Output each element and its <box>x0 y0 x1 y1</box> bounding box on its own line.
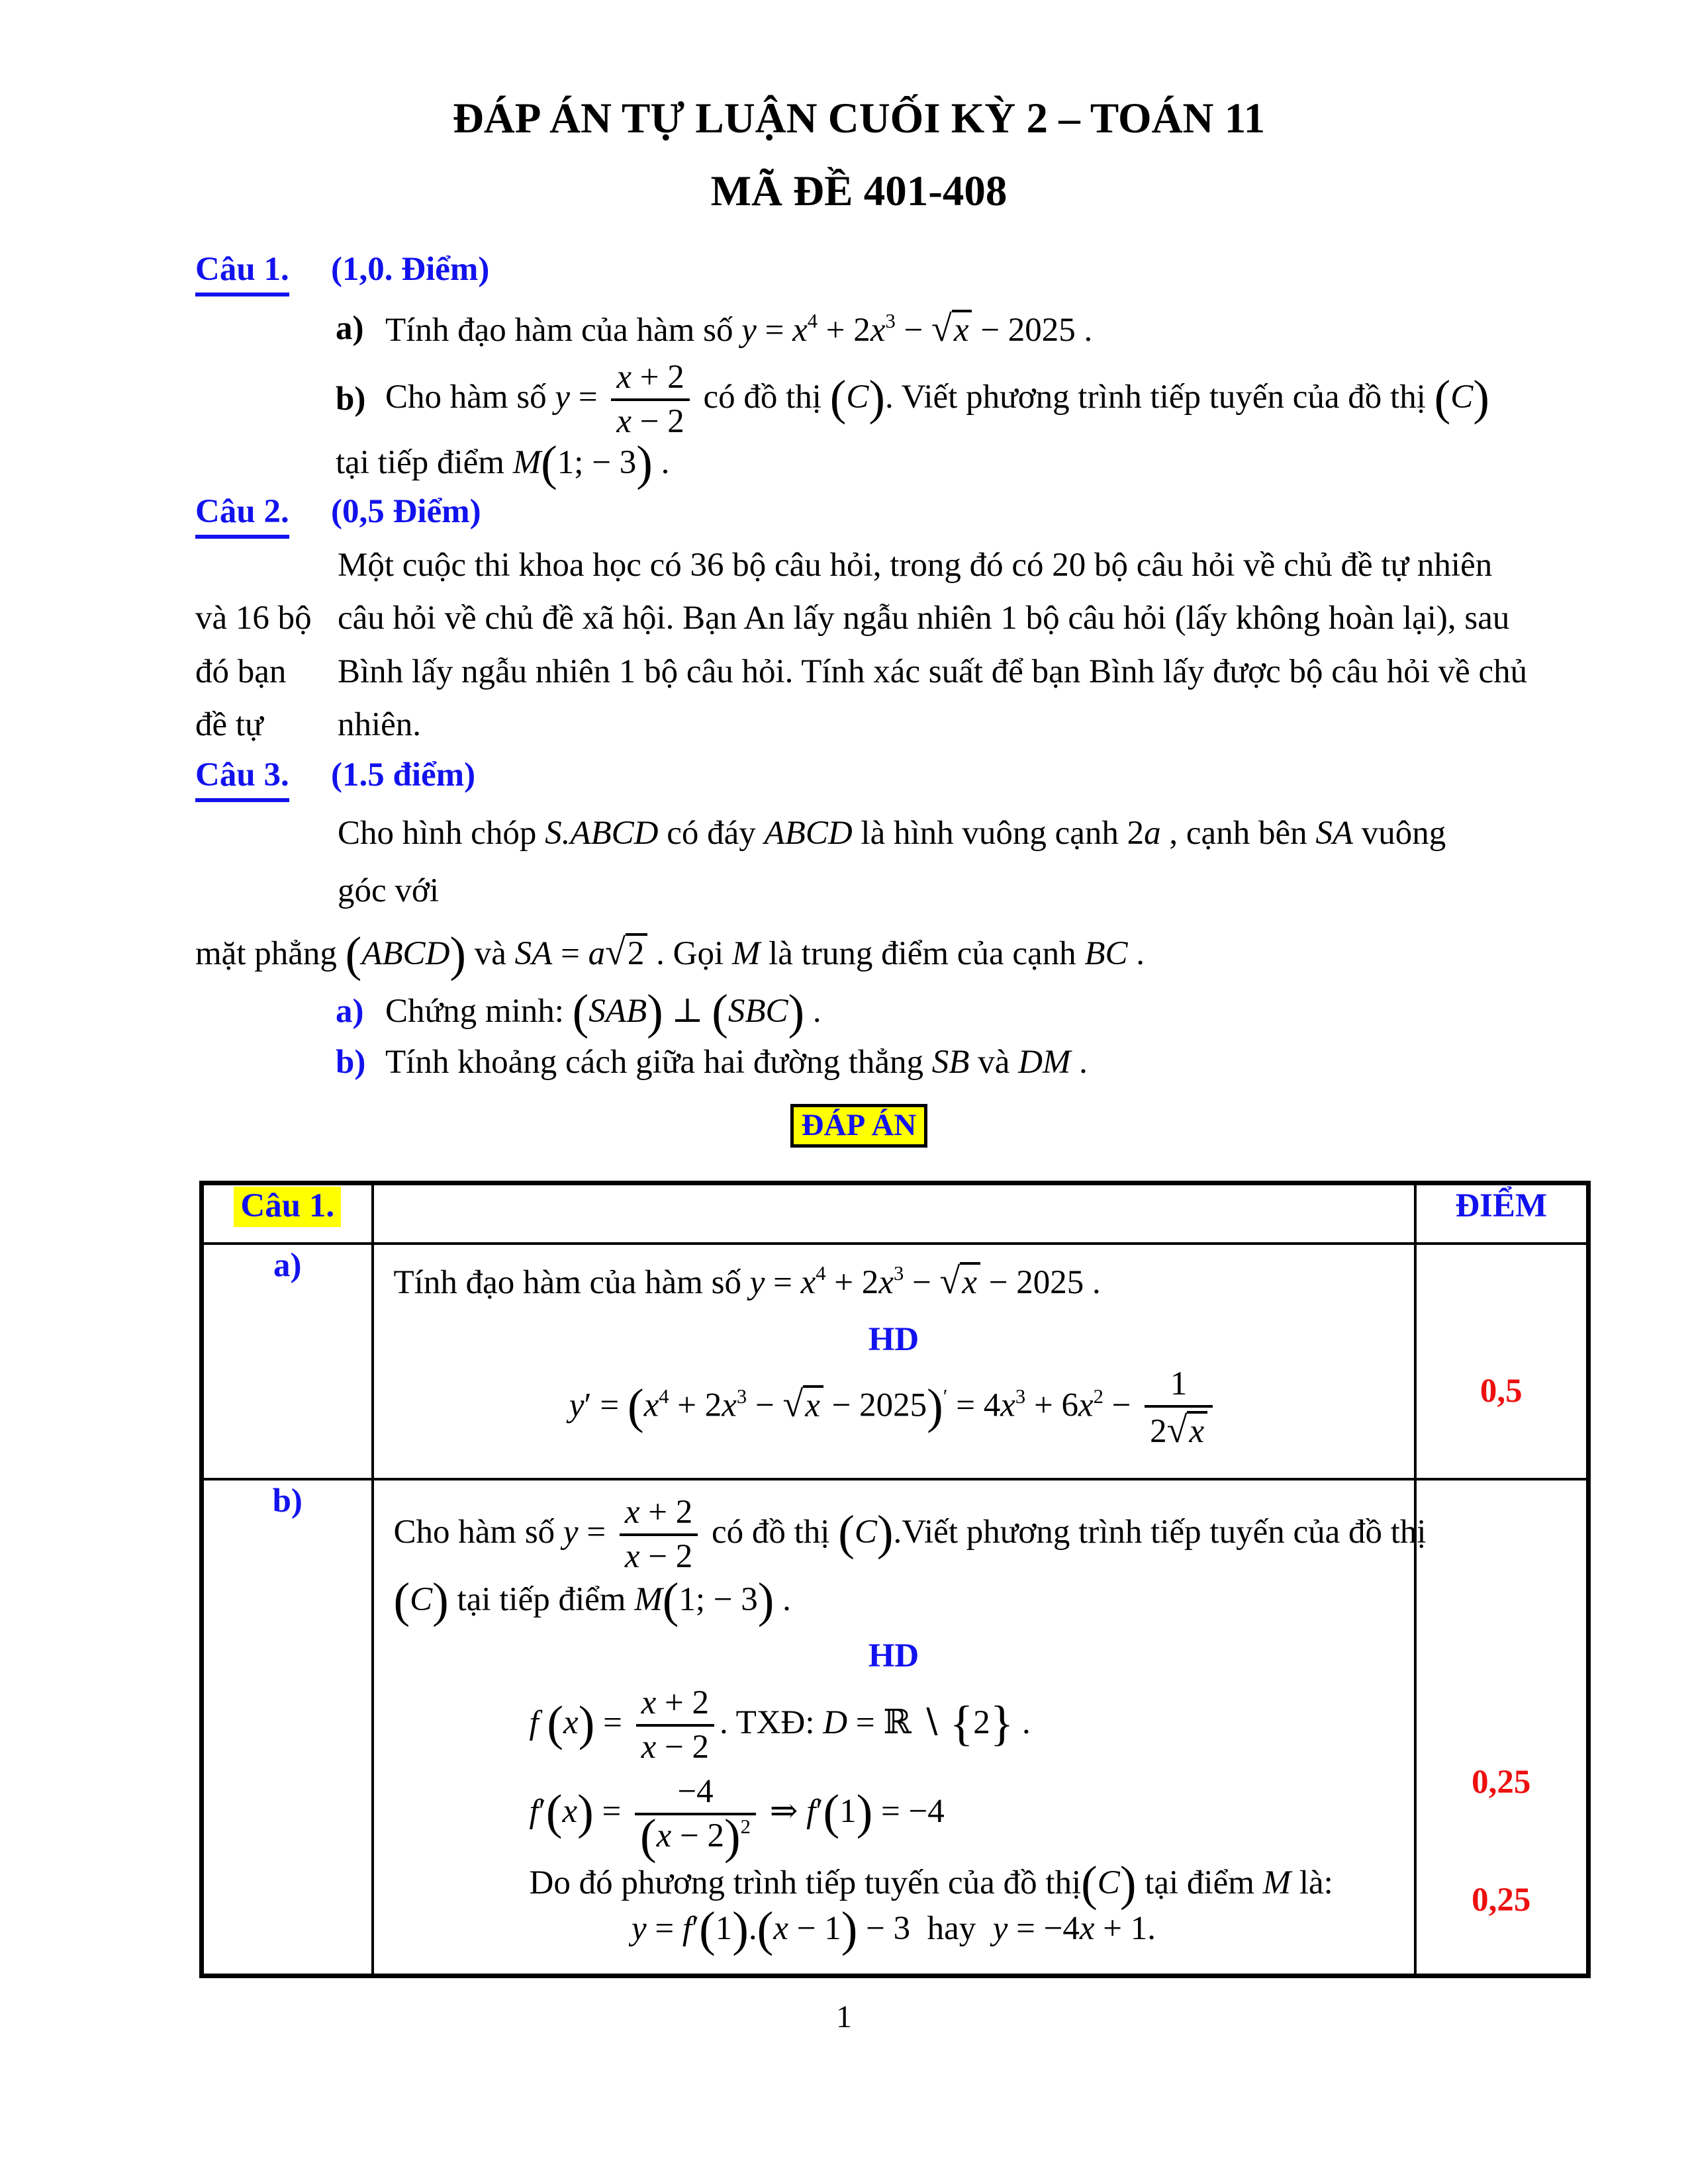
table-header-empty-cell <box>373 1183 1415 1244</box>
document-subtitle: MÃ ĐỀ 401-408 <box>710 167 1008 215</box>
question-3-points: (1.5 điểm) <box>331 756 476 794</box>
question-2-line-4 <box>195 698 1523 752</box>
table-header-score: ĐIỂM <box>1415 1183 1589 1244</box>
row-a-solution: $y' = (x^4 + 2x^3 - √x - 2025)' = 4x^3 + 6x^2$ − $\frac{1}{2√x}$ <box>374 1365 1414 1451</box>
question-3-heading <box>195 754 1523 802</box>
question-2-label-cell <box>195 491 331 539</box>
question-1-heading <box>195 249 1523 296</box>
row-a-score-cell <box>1415 1244 1589 1479</box>
row-b-hd-label: HD <box>868 1637 919 1675</box>
answer-table <box>199 1181 1591 1978</box>
row-b-solution-line4: y = f′(1).(x − 1) − 3 hay y = −4x + 1. <box>631 1901 1156 1956</box>
question-3-line-3: mặt phẳng (ABCD) và SA = a√2 . Gọi M là trung điểm của cạnh BC . <box>195 927 1145 981</box>
question-2-line-1-left <box>195 539 338 592</box>
question-2-line-3-text: Bình lấy ngẫu nhiên 1 bộ câu hỏi. Tính xác suất để bạn Bình lấy được bộ câu hỏi về chủ <box>338 653 1528 690</box>
row-b-solution-line1: f (x) = $\frac{x + 2}{x - 2}$ . TXĐ: D = ℝ ∖ {2} . <box>529 1684 1031 1766</box>
row-b-solution-line2: f′(x) = $\frac{-4}{(x - 2)^2}$ ⇒ f′(1) = −4 <box>529 1773 945 1864</box>
row-a-marker: a) <box>202 1244 373 1479</box>
question-2-line-3 <box>195 645 1528 699</box>
question-1-continuation: tại tiếp điểm M(1; − 3) . <box>336 435 670 490</box>
table-header-question-cell <box>202 1183 373 1244</box>
document-title: ĐÁP ÁN TỰ LUẬN CUỐI KỲ 2 – TOÁN 11 <box>452 95 1266 142</box>
question-1-item-a-text: Tính đạo hàm của hàm số $y = x^4 + 2x^3 - √x - 2025$ . <box>385 308 1093 349</box>
question-3-item-b-text: Tính khoảng cách giữa hai đường thẳng SB và DM . <box>385 1044 1088 1081</box>
question-1-label: Câu 1. <box>195 249 289 296</box>
row-b-score-1: 0,25 <box>1472 1763 1531 1801</box>
question-1-item-b <box>195 359 1523 441</box>
question-2-label: Câu 2. <box>195 491 289 539</box>
row-a-statement: Tính đạo hàm của hàm số $y = x^4 + 2x^3 - √x - 2025$ . <box>393 1261 1101 1302</box>
row-b-statement-line2: (C) tại tiếp điểm M(1; − 3) . <box>393 1572 791 1627</box>
question-3-label: Câu 3. <box>195 754 289 802</box>
row-a-hd-label: HD <box>868 1321 919 1359</box>
row-b-content-cell <box>373 1479 1427 1976</box>
question-2-line-3-left: đó bạn <box>195 653 287 690</box>
question-2-line-2 <box>195 592 1523 645</box>
row-b-marker: b) <box>202 1479 373 1976</box>
answer-row-a <box>202 1244 1589 1479</box>
question-1-item-b-text: Cho hàm số y = $\frac{x + 2}{x - 2}$ có đồ thị (C). Viết phương trình tiếp tuyến của đồ thị (C) <box>385 358 1489 440</box>
question-3-line-2: góc với <box>338 872 440 909</box>
question-1-item-b-marker: b) <box>336 381 366 418</box>
answer-badge-row <box>195 1104 1523 1148</box>
question-3-line-1: Cho hình chóp S.ABCD có đáy ABCD là hình vuông cạnh 2a , cạnh bên SA vuông <box>338 814 1446 852</box>
question-2-line-2-text: câu hỏi về chủ đề xã hội. Bạn An lấy ngẫu nhiên 1 bộ câu hỏi (lấy không hoàn lại), sau <box>338 600 1510 637</box>
question-3-label-cell <box>195 754 331 802</box>
row-b-statement-line1: Cho hàm số y = $\frac{x + 2}{x - 2}$ có đồ thị (C).Viết phương trình tiếp tuyến của đồ thị <box>393 1494 1427 1576</box>
answer-table-header-row <box>202 1183 1589 1244</box>
question-1-item-a <box>195 306 1523 352</box>
question-3-item-a <box>195 984 1523 1039</box>
row-a-score: 0,5 <box>1479 1373 1523 1410</box>
question-1-points: (1,0. Điểm) <box>331 251 490 288</box>
question-1-item-a-marker: a) <box>336 309 364 347</box>
question-3-item-a-marker: a) <box>336 992 364 1030</box>
page-number: 1 <box>836 1999 852 2034</box>
question-2-heading <box>195 491 1523 539</box>
question-2-line-1-text: Một cuộc thi khoa học có 36 bộ câu hỏi, trong đó có 20 bộ câu hỏi về chủ đề tự nhiên <box>338 546 1493 584</box>
question-3-item-b-marker: b) <box>336 1044 366 1081</box>
question-2-line-1 <box>195 539 1523 592</box>
table-header-question: Câu 1. <box>234 1187 341 1227</box>
row-a-content-cell <box>373 1244 1415 1479</box>
question-3-item-b <box>195 1042 1523 1084</box>
question-3-item-a-text: Chứng minh: (SAB) ⊥ (SBC) . <box>385 984 821 1039</box>
row-b-score-cell <box>1415 1479 1589 1976</box>
answer-badge: ĐÁP ÁN <box>790 1104 928 1148</box>
row-b-score-2: 0,25 <box>1472 1882 1531 1919</box>
answer-row-b <box>202 1479 1589 1976</box>
question-2-points: (0,5 Điểm) <box>331 492 481 530</box>
question-1-label-cell <box>195 249 331 296</box>
question-2-line-4-left: đề tự <box>195 706 263 744</box>
question-2-line-2-left: và 16 bộ <box>195 600 312 637</box>
row-b-solution-line3: Do đó phương trình tiếp tuyến của đồ thị(C) tại điểm M là: <box>529 1856 1333 1911</box>
question-2-line-4-text: nhiên. <box>338 706 422 744</box>
